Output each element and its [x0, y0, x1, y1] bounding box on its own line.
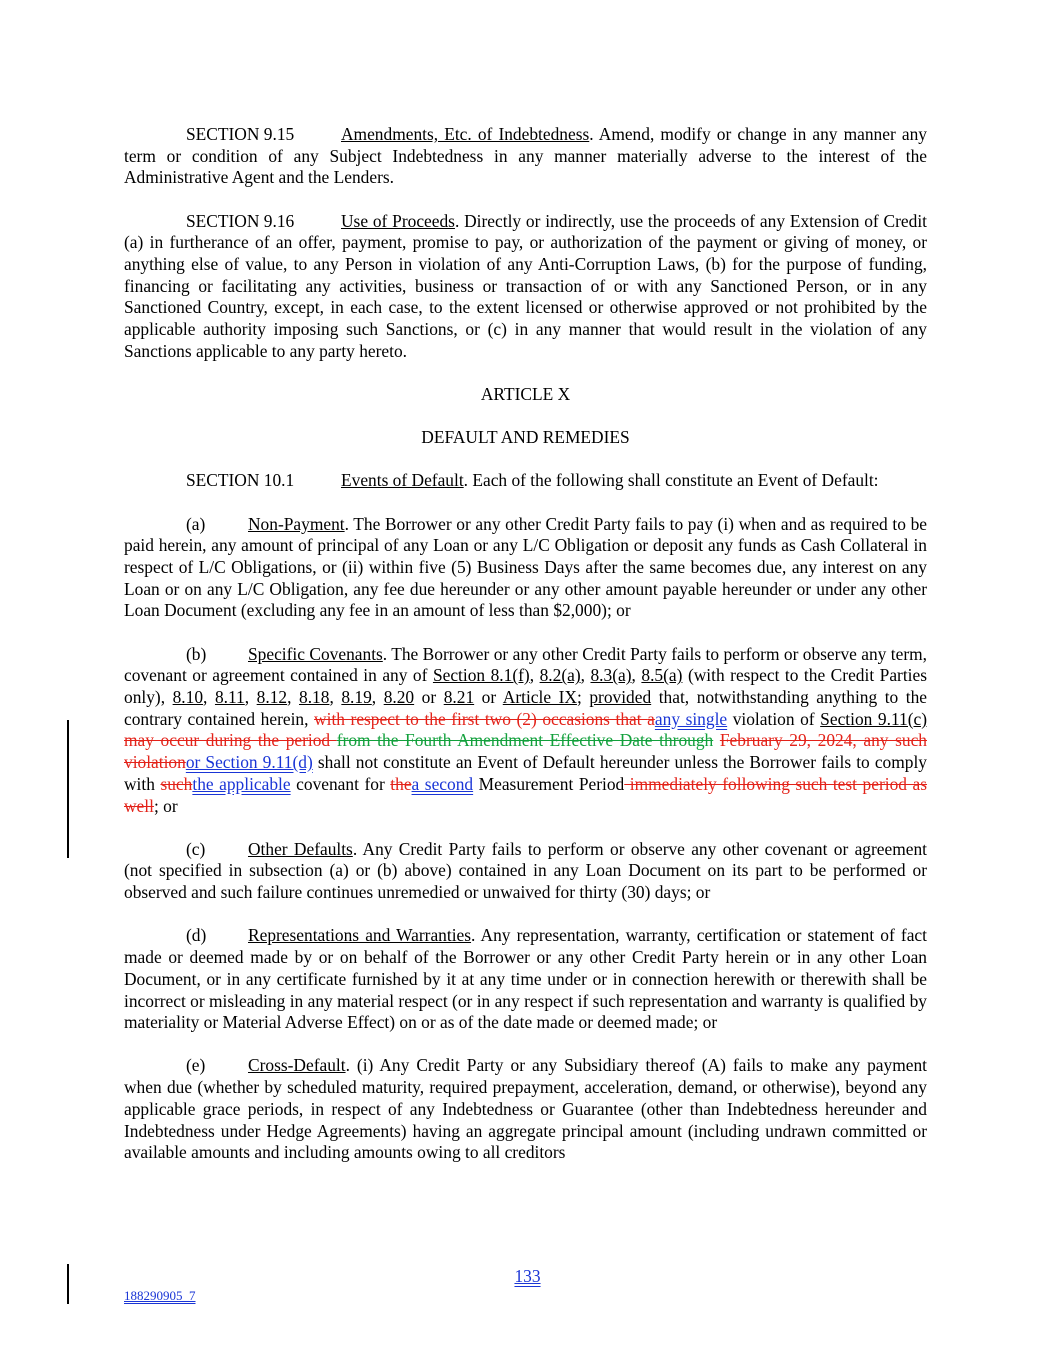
clause-text: (with respect to the Credit Parties only),	[124, 665, 927, 708]
section-ref: 8.12	[256, 687, 288, 708]
clause-letter: (a)	[186, 513, 206, 534]
section-ref: 8.10	[172, 687, 204, 708]
punct: ,	[287, 687, 299, 708]
section-title: Use of Proceeds	[341, 210, 455, 231]
inserted-text: the applicable	[192, 773, 291, 794]
section-text: . Directly or indirectly, use the proceeds of any Extension of Credit (a) in furtherance of an offer, payment, promise to pay, or authorization of the payment or giving of money, or anything else of value, to any Person in violation of any Anti-Corruption Laws, (b) for the purpose of funding, financing or facilitating any activities, business or transaction of or with any Sanctioned Person, or in any Sanctioned Country, except, in each case, to the extent licensed or otherwise approved or not prohibited by the applicable authority imposing such Sanctions, or (c) in any manner that would result in the violation of any Sanctions applicable to any party hereto.	[124, 210, 927, 361]
punct: ,	[631, 665, 642, 686]
punct: ,	[580, 665, 591, 686]
inserted-text: any single	[654, 708, 728, 729]
section-9-15	[124, 124, 927, 189]
document-id: 188290905_7	[124, 1288, 196, 1303]
clause-d	[124, 925, 927, 1034]
punct: ;	[576, 687, 590, 708]
section-ref: 8.20	[383, 687, 415, 708]
deleted-text: with respect to the first two (2) occasions that	[314, 708, 648, 729]
section-ref: 8.3(a)	[590, 665, 632, 686]
clause-text: . (i) Any Credit Party or any Subsidiary thereof (A) fails to make any payment when due (whether by scheduled maturity, required prepayment, acceleration, demand, or otherwise), beyond any applicable grace periods, in respect of any Indebtedness or Guarantee (other than Indebtedness hereunder and Indebtedness under Hedge Agreements) having an aggregate principal amount (including undrawn committed or available amounts and including amounts owing to all creditors	[124, 1055, 927, 1163]
punct: ,	[244, 687, 257, 708]
inserted-text: or Section 9.11(d)	[185, 752, 313, 773]
clause-title: Non-Payment	[248, 513, 345, 534]
provided-term: provided	[589, 687, 652, 708]
document-page	[124, 124, 927, 1185]
deleted-text: February 29, 2024, any such violation	[124, 730, 927, 773]
section-ref: Section 8.1(f)	[432, 665, 530, 686]
section-ref: 8.2(a)	[539, 665, 581, 686]
clause-text: . The Borrower or any other Credit Party fails to perform or observe any term, covenant or agreement contained in any of	[124, 643, 927, 686]
punct: ,	[529, 665, 540, 686]
clause-text: . The Borrower or any other Credit Party fails to pay (i) when and as required to be paid herein, any amount of principal of any Loan or any L/C Obligation or deposit any funds as Cash Collateral in respect of L/C Obligations, or (ii) within five (5) Business Days after the same becomes due, any interest on any Loan or on any L/C Obligation, any fee due hereunder or any other amount payable hereunder or under any other Loan Document (excluding any fee in an amount of less than $2,000); or	[124, 513, 927, 621]
clause-e	[124, 1055, 927, 1164]
moved-deleted-text: from the Fourth Amendment Effective Date through	[336, 730, 714, 751]
clause-title: Specific Covenants	[248, 643, 383, 664]
clause-letter: (e)	[186, 1055, 206, 1076]
section-ref: Article IX	[502, 687, 577, 708]
space	[713, 730, 720, 750]
clause-letter: (c)	[186, 838, 206, 859]
section-ref: 8.11	[214, 687, 245, 708]
section-title: Events of Default	[341, 470, 464, 491]
section-ref: 8.21	[443, 687, 475, 708]
clause-text: . Any Credit Party fails to perform or observe any other covenant or agreement (not specified in subsection (a) or (b) above) contained in any Loan Document on its part to be performed or observed and such failure continues unremedied or unwaived for thirty (30) days; or	[124, 838, 927, 903]
section-number: SECTION 9.15	[186, 124, 295, 144]
clause-text: covenant for	[290, 773, 391, 794]
article-title: DEFAULT AND REMEDIES	[421, 427, 630, 448]
deleted-text: may occur during the period	[124, 730, 337, 751]
deleted-text: such	[160, 773, 193, 794]
change-bar	[67, 720, 69, 858]
clause-text: Measurement Period	[473, 773, 625, 794]
deleted-text: a	[647, 708, 655, 729]
punct: ,	[371, 687, 384, 708]
section-9-16	[124, 211, 927, 363]
punct: ,	[203, 687, 215, 708]
section-title: Amendments, Etc. of Indebtedness	[341, 124, 590, 144]
clause-title: Other Defaults	[248, 838, 353, 859]
punct: ,	[329, 687, 342, 708]
conjunction: or	[474, 687, 503, 708]
clause-text: that, notwithstanding anything to the contrary contained herein,	[124, 687, 928, 729]
clause-letter: (d)	[186, 925, 207, 946]
deleted-text: the	[390, 773, 412, 794]
section-ref: Section 9.11(c)	[820, 708, 927, 729]
section-ref: 8.5(a)	[641, 665, 683, 686]
clause-title: Cross-Default	[248, 1055, 346, 1076]
clause-b	[124, 644, 927, 818]
page-number: 133	[514, 1266, 541, 1286]
inserted-text: a second	[411, 773, 474, 794]
conjunction: or	[414, 687, 444, 708]
section-text: . Each of the following shall constitute an Event of Default:	[463, 470, 879, 491]
clause-title: Representations and Warranties	[248, 925, 472, 946]
section-number: SECTION 10.1	[186, 470, 295, 491]
section-number: SECTION 9.16	[186, 210, 295, 231]
clause-text: violation of	[727, 708, 821, 729]
clause-c	[124, 839, 927, 904]
clause-text: . Any representation, warranty, certification or statement of fact made or deemed made by or on behalf of the Borrower or any other Credit Party herein or in any other Loan Document, or in any certificate furnished by it at any time under or in connection herewith or therewith shall be incorrect or misleading in any material respect (or in any respect if such representation and warranty is qualified by materiality or Material Adverse Effect) on or as of the date made or deemed made; or	[124, 925, 927, 1033]
deleted-text: immediately following such test period as well	[124, 773, 928, 816]
article-label: ARTICLE X	[480, 384, 571, 405]
section-text: . Amend, modify or change in any manner any term or condition of any Subject Indebtedness in any manner materially adverse to the interest of the Administrative Agent and the Lenders.	[124, 124, 927, 188]
section-ref: 8.19	[341, 687, 372, 708]
clause-a	[124, 514, 927, 623]
section-10-1	[124, 470, 927, 492]
clause-text: shall not constitute an Event of Default hereunder unless the Borrower fails to comply with	[124, 752, 927, 794]
section-ref: 8.18	[299, 687, 330, 708]
clause-text: ; or	[153, 795, 178, 816]
clause-letter: (b)	[186, 643, 207, 664]
